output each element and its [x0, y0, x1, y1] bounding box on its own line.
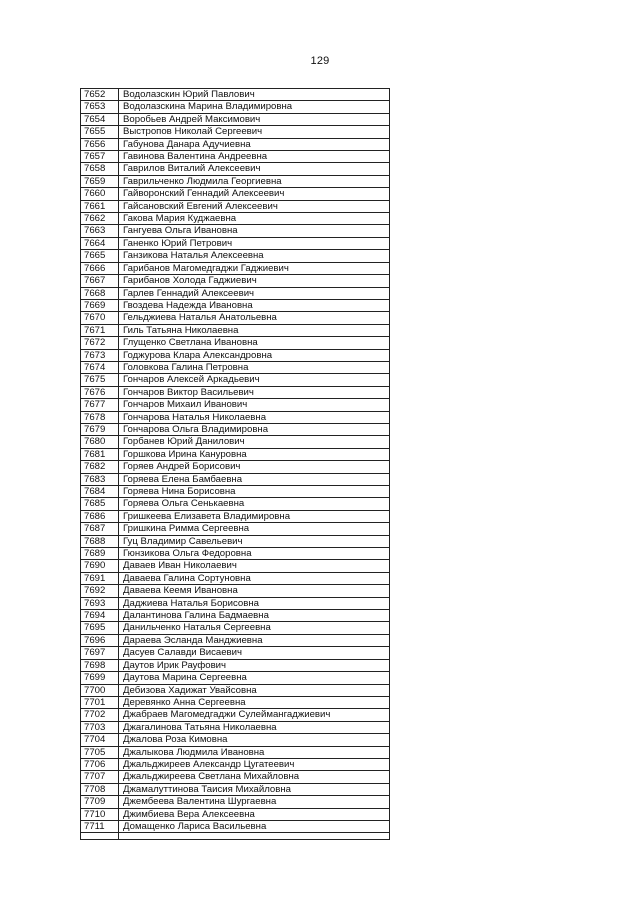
entry-number: 7682 [81, 461, 119, 473]
entry-number: 7690 [81, 560, 119, 572]
table-row [81, 275, 390, 287]
entry-name: Ганзикова Наталья Алексеевна [119, 250, 390, 262]
entry-number: 7667 [81, 275, 119, 287]
entry-number: 7692 [81, 585, 119, 597]
table-row [81, 498, 390, 510]
entry-number: 7691 [81, 572, 119, 584]
table-row [81, 361, 390, 373]
table-row [81, 312, 390, 324]
entry-number: 7704 [81, 734, 119, 746]
entry-number: 7672 [81, 337, 119, 349]
entry-number: 7654 [81, 113, 119, 125]
table-row [81, 672, 390, 684]
table-row [81, 461, 390, 473]
entry-number: 7693 [81, 597, 119, 609]
entry-number: 7681 [81, 448, 119, 460]
entry-number: 7701 [81, 696, 119, 708]
entry-name: Даваев Иван Николаевич [119, 560, 390, 572]
entry-number: 7702 [81, 709, 119, 721]
entry-name: Даутов Ирик Рауфович [119, 659, 390, 671]
entry-name: Горбанев Юрий Данилович [119, 436, 390, 448]
names-table [80, 88, 390, 840]
table-row [81, 188, 390, 200]
entry-name: Дараева Эсланда Манджиевна [119, 634, 390, 646]
entry-name: Выстропов Николай Сергеевич [119, 126, 390, 138]
entry-name: Гайсановский Евгений Алексеевич [119, 200, 390, 212]
entry-name: Джалыкова Людмила Ивановна [119, 746, 390, 758]
entry-number: 7660 [81, 188, 119, 200]
table-row [81, 324, 390, 336]
table-body [81, 89, 390, 840]
entry-number: 7710 [81, 808, 119, 820]
table-row [81, 423, 390, 435]
entry-number: 7658 [81, 163, 119, 175]
table-row [81, 399, 390, 411]
entry-name: Гвоздева Надежда Ивановна [119, 299, 390, 311]
entry-number: 7656 [81, 138, 119, 150]
entry-name: Гаврильченко Людмила Георгиевна [119, 175, 390, 187]
entry-number: 7671 [81, 324, 119, 336]
entry-number: 7675 [81, 374, 119, 386]
table-row [81, 250, 390, 262]
entry-name: Габунова Данара Адучиевна [119, 138, 390, 150]
entry-number: 7669 [81, 299, 119, 311]
entry-number: 7708 [81, 783, 119, 795]
entry-name: Гельджиева Наталья Анатольевна [119, 312, 390, 324]
entry-number: 7657 [81, 151, 119, 163]
table-row [81, 535, 390, 547]
entry-number: 7661 [81, 200, 119, 212]
entry-number: 7666 [81, 262, 119, 274]
entry-number: 7680 [81, 436, 119, 448]
table-row [81, 820, 390, 832]
table-row [81, 808, 390, 820]
table-row [81, 746, 390, 758]
entry-number: 7705 [81, 746, 119, 758]
table-row [81, 572, 390, 584]
table-row [81, 200, 390, 212]
table-row [81, 225, 390, 237]
entry-name: Джагалинова Татьяна Николаевна [119, 721, 390, 733]
table-row [81, 126, 390, 138]
entry-number: 7697 [81, 647, 119, 659]
entry-number: 7653 [81, 101, 119, 113]
table-row [81, 597, 390, 609]
entry-name: Джальджиреева Светлана Михайловна [119, 771, 390, 783]
entry-number: 7655 [81, 126, 119, 138]
table-row [81, 783, 390, 795]
entry-number: 7677 [81, 399, 119, 411]
entry-name: Водолазскин Юрий Павлович [119, 89, 390, 101]
table-row [81, 647, 390, 659]
entry-name: Горшкова Ирина Кануровна [119, 448, 390, 460]
entry-number: 7662 [81, 213, 119, 225]
entry-name: Джамалуттинова Таисия Михайловна [119, 783, 390, 795]
entry-name: Горяева Ольга Сенькаевна [119, 498, 390, 510]
entry-number: 7688 [81, 535, 119, 547]
entry-name: Горяева Нина Борисовна [119, 486, 390, 498]
table-row [81, 684, 390, 696]
entry-name: Гришкина Римма Сергеевна [119, 523, 390, 535]
entry-name: Данильченко Наталья Сергеевна [119, 622, 390, 634]
table-row [81, 151, 390, 163]
table-row [81, 262, 390, 274]
table-row [81, 374, 390, 386]
blank-cell [119, 833, 390, 840]
table-row [81, 709, 390, 721]
blank-row [81, 833, 390, 840]
entry-number: 7689 [81, 548, 119, 560]
table-row [81, 448, 390, 460]
entry-name: Гайворонский Геннадий Алексеевич [119, 188, 390, 200]
entry-number: 7694 [81, 610, 119, 622]
entry-name: Дебизова Хадижат Увайсовна [119, 684, 390, 696]
table-row [81, 411, 390, 423]
table-row [81, 386, 390, 398]
table-row [81, 523, 390, 535]
entry-name: Глущенко Светлана Ивановна [119, 337, 390, 349]
entry-number: 7678 [81, 411, 119, 423]
entry-name: Гангуева Ольга Ивановна [119, 225, 390, 237]
table-row [81, 771, 390, 783]
table-row [81, 213, 390, 225]
entry-number: 7686 [81, 510, 119, 522]
entry-name: Водолазскина Марина Владимировна [119, 101, 390, 113]
entry-name: Горяева Елена Бамбаевна [119, 473, 390, 485]
page-number: 129 [310, 55, 330, 67]
entry-number: 7659 [81, 175, 119, 187]
entry-name: Гуц Владимир Савельевич [119, 535, 390, 547]
entry-name: Джембеева Валентина Шургаевна [119, 796, 390, 808]
entry-number: 7700 [81, 684, 119, 696]
entry-number: 7674 [81, 361, 119, 373]
table-row [81, 138, 390, 150]
entry-name: Гакова Мария Куджаевна [119, 213, 390, 225]
table-row [81, 299, 390, 311]
entry-number: 7706 [81, 758, 119, 770]
table-row [81, 89, 390, 101]
entry-name: Годжурова Клара Александровна [119, 349, 390, 361]
entry-name: Гаврилов Виталий Алексеевич [119, 163, 390, 175]
entry-number: 7707 [81, 771, 119, 783]
table-row [81, 473, 390, 485]
entry-name: Далантинова Галина Бадмаевна [119, 610, 390, 622]
entry-number: 7679 [81, 423, 119, 435]
entry-name: Джальджиреев Александр Цугатеевич [119, 758, 390, 770]
entry-name: Гончарова Ольга Владимировна [119, 423, 390, 435]
entry-number: 7696 [81, 634, 119, 646]
table-row [81, 610, 390, 622]
blank-cell [81, 833, 119, 840]
entry-number: 7698 [81, 659, 119, 671]
table-row [81, 585, 390, 597]
entry-name: Даваева Кеемя Ивановна [119, 585, 390, 597]
table-row [81, 734, 390, 746]
entry-number: 7673 [81, 349, 119, 361]
entry-number: 7670 [81, 312, 119, 324]
entry-number: 7663 [81, 225, 119, 237]
table-row [81, 163, 390, 175]
entry-name: Гончарова Наталья Николаевна [119, 411, 390, 423]
table-row [81, 548, 390, 560]
table-row [81, 349, 390, 361]
table-row [81, 287, 390, 299]
entry-number: 7665 [81, 250, 119, 262]
table-row [81, 696, 390, 708]
entry-name: Джалова Роза Кимовна [119, 734, 390, 746]
table-row [81, 634, 390, 646]
entry-name: Джимбиева Вера Алексеевна [119, 808, 390, 820]
table-row [81, 101, 390, 113]
table-row [81, 337, 390, 349]
entry-number: 7699 [81, 672, 119, 684]
entry-number: 7668 [81, 287, 119, 299]
entry-number: 7709 [81, 796, 119, 808]
entry-name: Воробьев Андрей Максимович [119, 113, 390, 125]
table-row [81, 622, 390, 634]
entry-name: Гарлев Геннадий Алексеевич [119, 287, 390, 299]
table-row [81, 721, 390, 733]
entry-name: Головкова Галина Петровна [119, 361, 390, 373]
entry-name: Даваева Галина Сортуновна [119, 572, 390, 584]
entry-name: Гришкеева Елизавета Владимировна [119, 510, 390, 522]
table-row [81, 237, 390, 249]
table-row [81, 436, 390, 448]
entry-name: Горяев Андрей Борисович [119, 461, 390, 473]
entry-number: 7687 [81, 523, 119, 535]
entry-name: Даджиева Наталья Борисовна [119, 597, 390, 609]
entry-name: Джабраев Магомедгаджи Сулеймангаджиевич [119, 709, 390, 721]
entry-name: Деревянко Анна Сергеевна [119, 696, 390, 708]
entry-name: Гончаров Михаил Иванович [119, 399, 390, 411]
entry-number: 7683 [81, 473, 119, 485]
entry-name: Гончаров Виктор Васильевич [119, 386, 390, 398]
table-row [81, 560, 390, 572]
table-row [81, 486, 390, 498]
entry-name: Домащенко Лариса Васильевна [119, 820, 390, 832]
table-row [81, 175, 390, 187]
table-row [81, 510, 390, 522]
entry-name: Гюнзикова Ольга Федоровна [119, 548, 390, 560]
table-row [81, 796, 390, 808]
entry-name: Гавинова Валентина Андреевна [119, 151, 390, 163]
entry-number: 7711 [81, 820, 119, 832]
entry-name: Гончаров Алексей Аркадьевич [119, 374, 390, 386]
table-row [81, 758, 390, 770]
entry-name: Дасуев Салавди Висаевич [119, 647, 390, 659]
entry-number: 7676 [81, 386, 119, 398]
entry-name: Гарибанов Холода Гаджиевич [119, 275, 390, 287]
entry-number: 7652 [81, 89, 119, 101]
entry-number: 7703 [81, 721, 119, 733]
entry-number: 7695 [81, 622, 119, 634]
table-row [81, 659, 390, 671]
entry-number: 7664 [81, 237, 119, 249]
table-row [81, 113, 390, 125]
entry-name: Ганенко Юрий Петрович [119, 237, 390, 249]
entry-name: Даутова Марина Сергеевна [119, 672, 390, 684]
entry-number: 7685 [81, 498, 119, 510]
entry-name: Гиль Татьяна Николаевна [119, 324, 390, 336]
entry-name: Гарибанов Магомедгаджи Гаджиевич [119, 262, 390, 274]
entry-number: 7684 [81, 486, 119, 498]
